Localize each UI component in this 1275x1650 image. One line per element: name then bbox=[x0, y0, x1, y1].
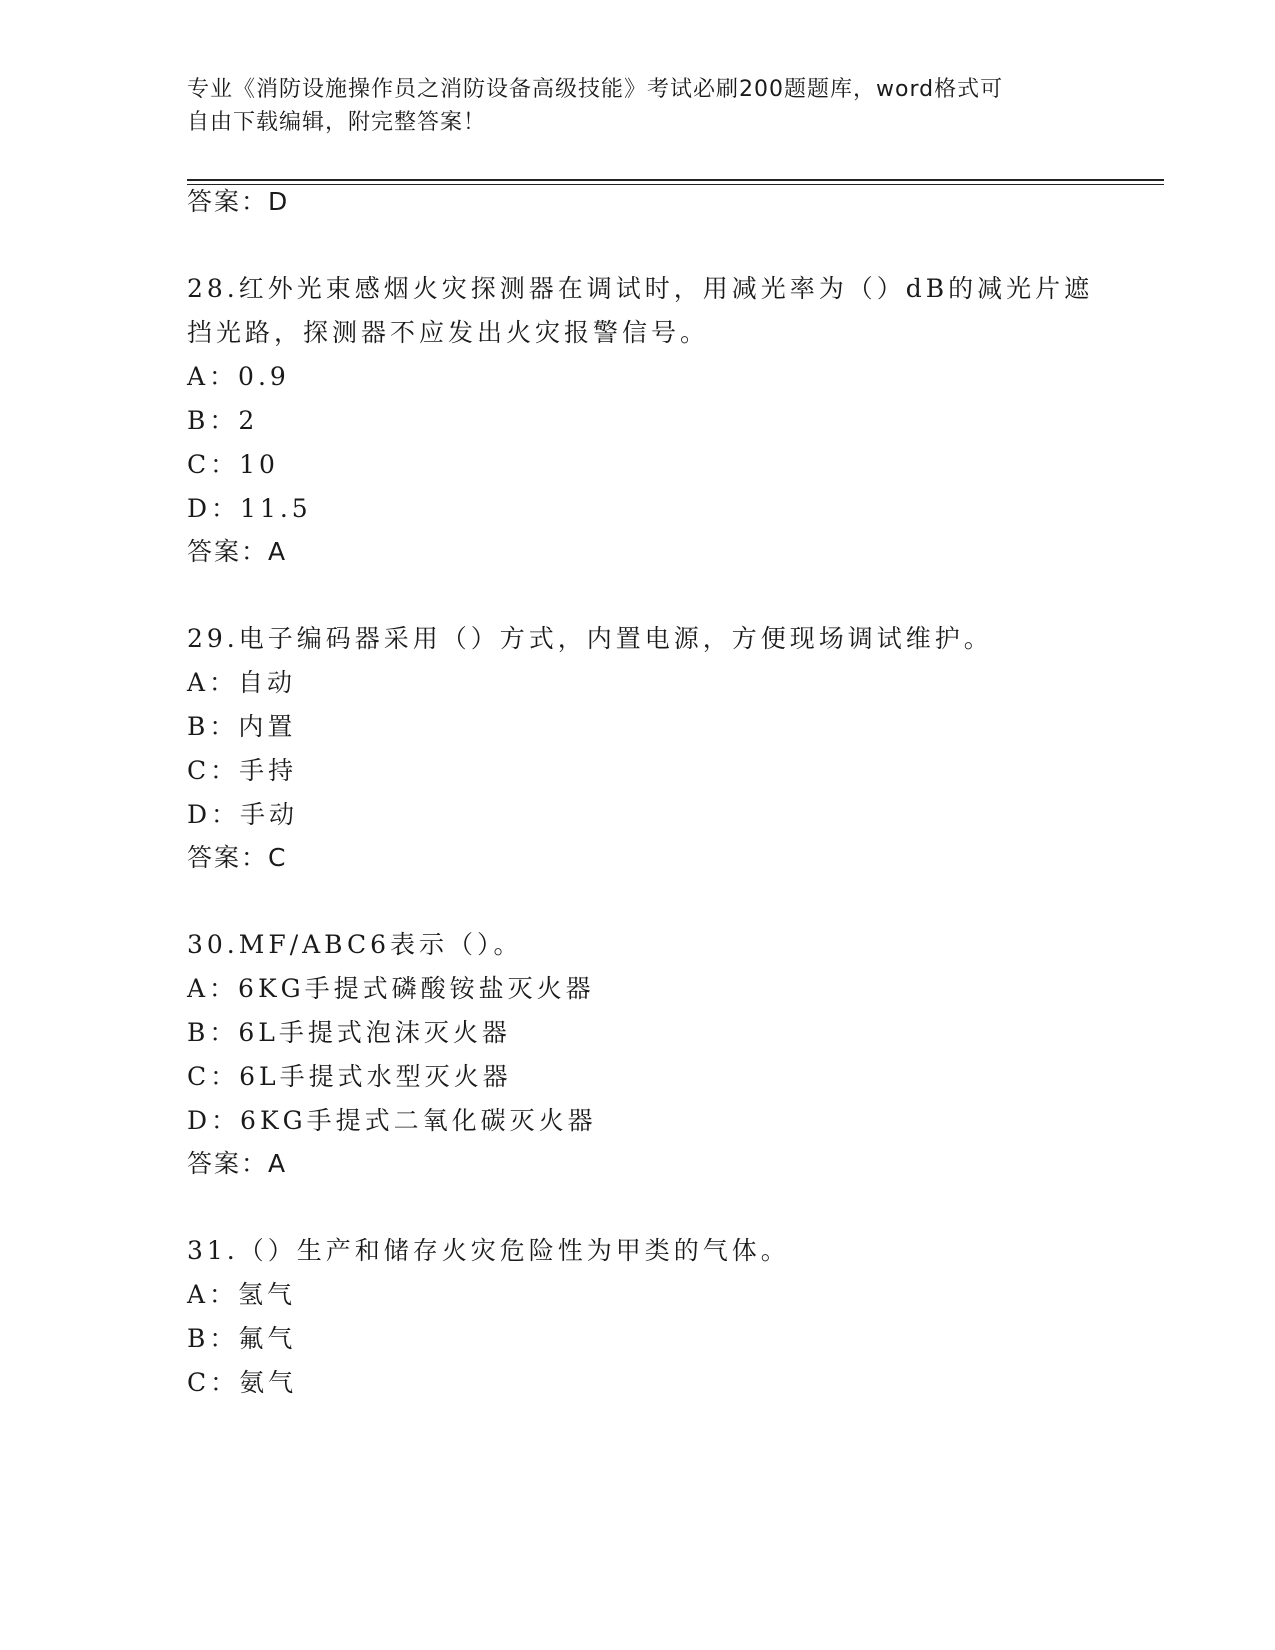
question-30-answer: 答案：A bbox=[187, 1149, 288, 1178]
question-28-option-a: A：0.9 bbox=[187, 362, 290, 391]
question-29-stem: 29.电子编码器采用（）方式，内置电源，方便现场调试维护。 bbox=[187, 624, 993, 653]
question-31-option-b: B：氟气 bbox=[187, 1324, 297, 1353]
question-31-option-c: C：氨气 bbox=[187, 1368, 298, 1397]
header-line-1: 专业《消防设施操作员之消防设备高级技能》考试必刷200题题库，word格式可 bbox=[187, 77, 1004, 102]
question-31-stem: 31.（）生产和储存火灾危险性为甲类的气体。 bbox=[187, 1236, 790, 1265]
question-30-option-b: B：6L手提式泡沫灭火器 bbox=[187, 1018, 511, 1047]
question-28-stem-line-2: 挡光路，探测器不应发出火灾报警信号。 bbox=[187, 318, 710, 347]
question-30-stem: 30.MF/ABC6表示（）。 bbox=[187, 930, 523, 959]
question-29-answer: 答案：C bbox=[187, 843, 288, 872]
question-28-option-c: C：10 bbox=[187, 450, 279, 479]
document-header bbox=[187, 73, 1087, 139]
question-31-option-a: A：氢气 bbox=[187, 1280, 297, 1309]
question-29-option-c: C：手持 bbox=[187, 756, 298, 785]
question-29-option-a: A：自动 bbox=[187, 668, 297, 697]
question-28-stem-line-1: 28.红外光束感烟火灾探测器在调试时，用减光率为（）dB的减光片遮 bbox=[187, 274, 1094, 303]
question-30-option-a: A：6KG手提式磷酸铵盐灭火器 bbox=[187, 974, 595, 1003]
question-29-option-d: D：手动 bbox=[187, 800, 299, 829]
question-30-option-c: C：6L手提式水型灭火器 bbox=[187, 1062, 512, 1091]
question-28-answer: 答案：A bbox=[187, 537, 288, 566]
header-rule-thin bbox=[187, 184, 1164, 185]
header-line-2: 自由下载编辑，附完整答案！ bbox=[187, 110, 487, 135]
previous-answer: 答案：D bbox=[187, 187, 290, 216]
question-28-option-d: D：11.5 bbox=[187, 494, 312, 523]
header-rule-thick bbox=[187, 179, 1164, 181]
question-28-option-b: B：2 bbox=[187, 406, 259, 435]
question-30-option-d: D：6KG手提式二氧化碳灭火器 bbox=[187, 1106, 597, 1135]
question-29-option-b: B：内置 bbox=[187, 712, 297, 741]
